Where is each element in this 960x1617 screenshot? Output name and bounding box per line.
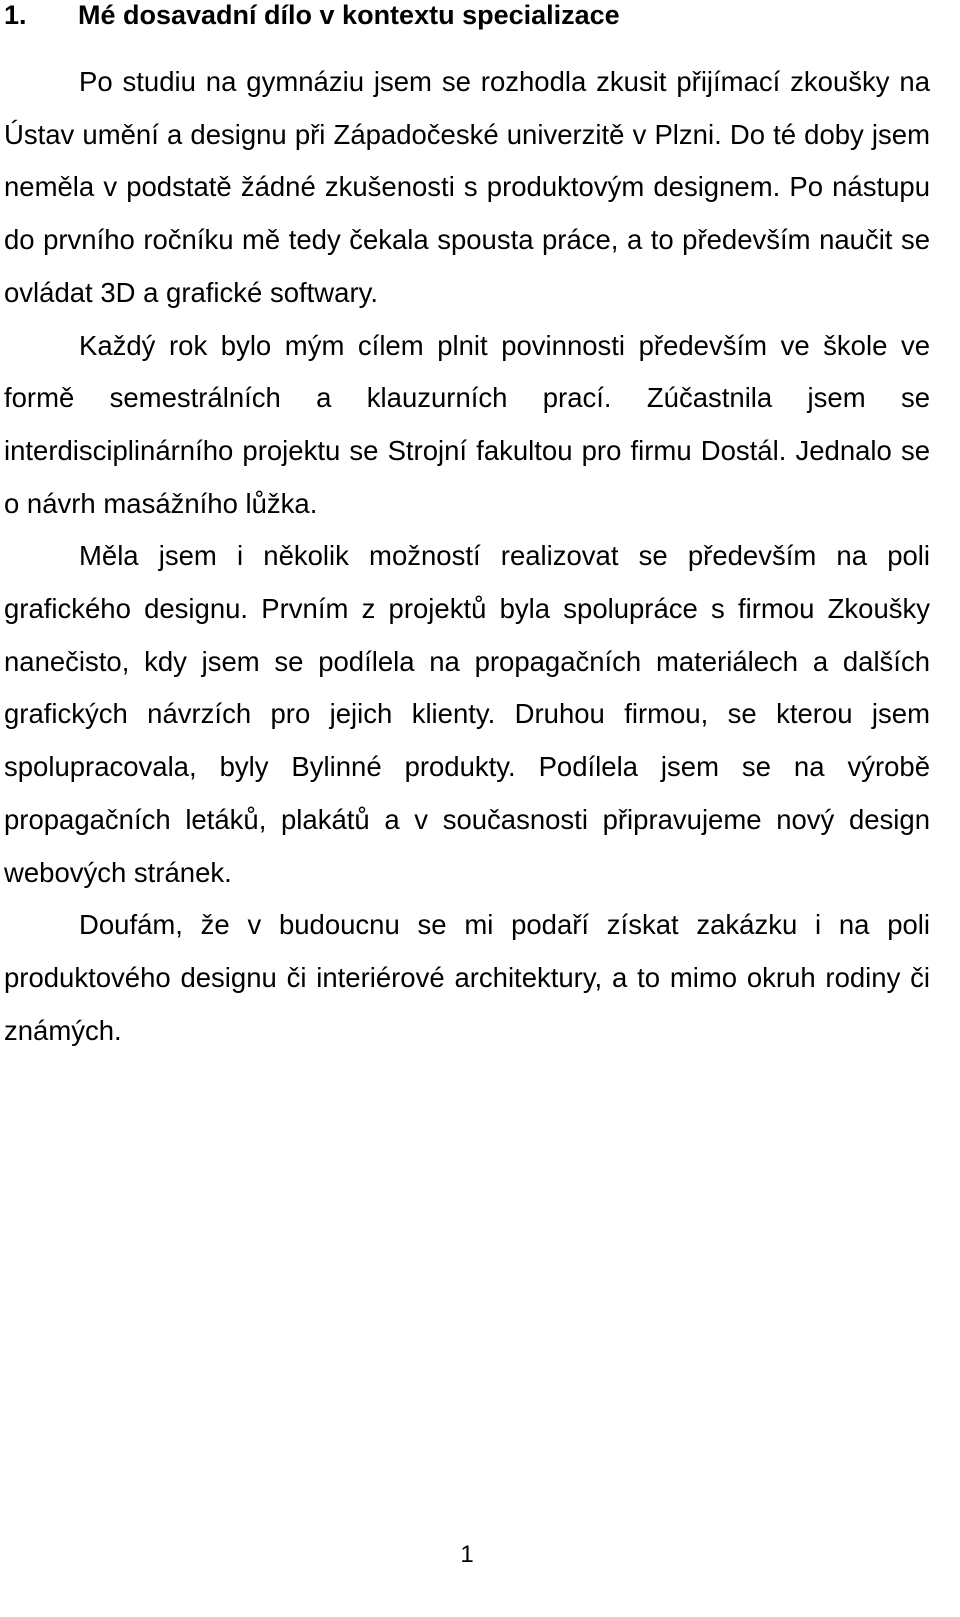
paragraph-2: Každý rok bylo mým cílem plnit povinnosti především ve škole ve formě semestrálních a klauzurních prací. Zúčastnila jsem se interdisciplinárního projektu se Strojní fakultou pro firmu Dostál. Jednalo se o návrh masážního lůžka. — [4, 329, 930, 519]
section-heading — [4, 0, 934, 30]
section-number: 1. — [4, 0, 27, 30]
paragraph-3: Měla jsem i několik možností realizovat se především na poli grafického designu. Prvním z projektů byla spolupráce s firmou Zkoušky nanečisto, kdy jsem se podílela na propagačních materiálech a dalších grafických návrzích pro jejich klienty. Druhou firmou, se kterou jsem spolupracovala, byly Bylinné produkty. Podílela jsem se na výrobě propagačních letáků, plakátů a v současnosti připravujeme nový design webových stránek. — [4, 540, 930, 888]
paragraph-4: Doufám, že v budoucnu se mi podaří získat zakázku i na poli produktového designu či interiérové architektury, a to mimo okruh rodiny či známých. — [4, 909, 930, 1046]
paragraph-1: Po studiu na gymnáziu jsem se rozhodla zkusit přijímací zkoušky na Ústav umění a designu při Západočeské univerzitě v Plzni. Do té doby jsem neměla v podstatě žádné zkušenosti s produktovým designem. Po nástupu do prvního ročníku mě tedy čekala spousta práce, a to především naučit se ovládat 3D a grafické softwary. — [4, 66, 930, 308]
body-text — [4, 56, 930, 1057]
section-title: Mé dosavadní dílo v kontextu specializace — [78, 0, 620, 30]
page-number: 1 — [460, 1541, 474, 1568]
